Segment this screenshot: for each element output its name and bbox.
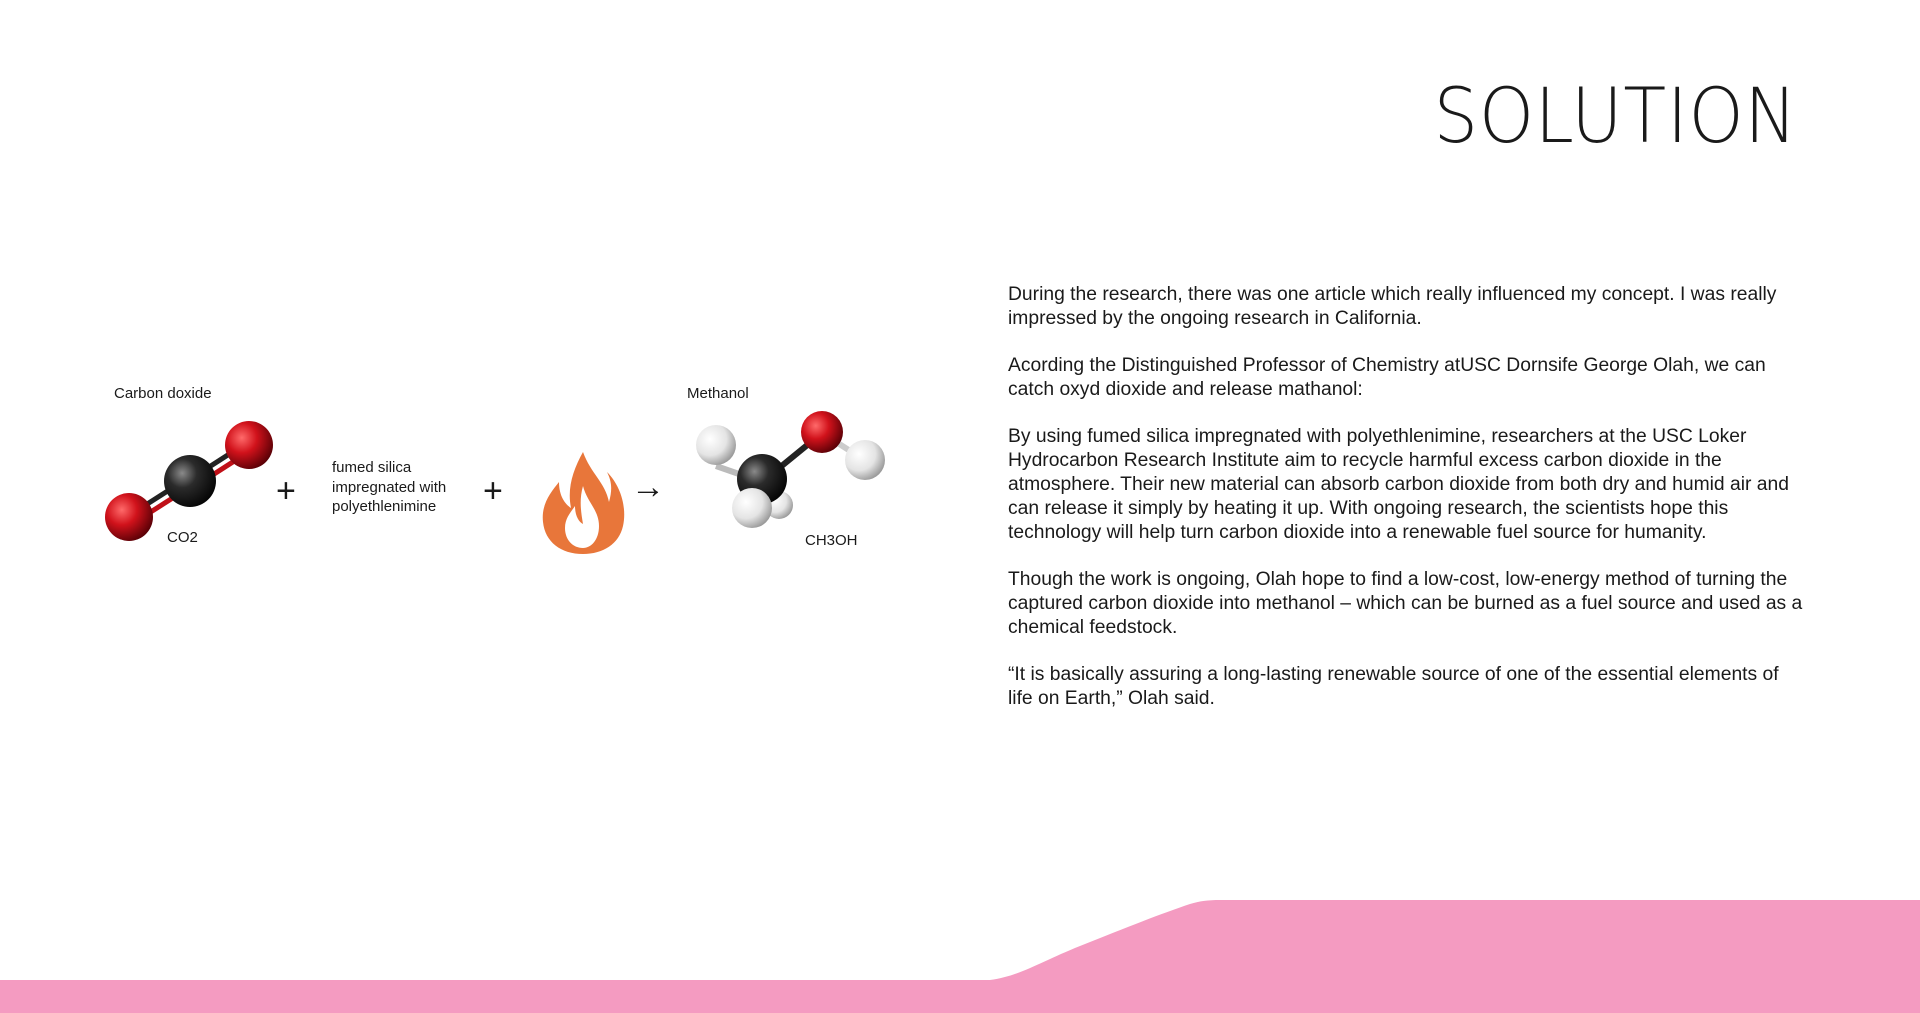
reactant-formula-label: CO2 — [167, 529, 198, 546]
flame-icon — [543, 452, 624, 554]
product-name-label: Methanol — [687, 385, 749, 402]
page-title: SOLUTION — [1433, 71, 1798, 160]
article-body — [1008, 283, 1808, 734]
catalyst-line-2: impregnated with — [332, 478, 447, 496]
co2-molecule-icon — [105, 421, 273, 541]
catalyst-line-1: fumed silica — [332, 459, 412, 476]
reactant-name-label: Carbon doxide — [114, 385, 212, 402]
paragraph-2: Acording the Distinguished Professor of Chemistry atUSC Dornsife George Olah, we can catch oxyd dioxide and release mathanol: — [1008, 355, 1766, 400]
paragraph-1: During the research, there was one article which really influenced my concept. I was really impressed by the ongoing research in California. — [1008, 284, 1777, 329]
plus-sign-1: + — [276, 472, 296, 510]
paragraph-5: “It is basically assuring a long-lasting renewable source of one of the essential elements of life on Earth,” Olah said. — [1008, 664, 1779, 709]
catalyst-line-3: polyethlenimine — [332, 498, 437, 515]
plus-sign-2: + — [483, 472, 503, 510]
footer-wave-decoration — [0, 880, 1920, 1013]
reaction-diagram — [0, 360, 960, 600]
reaction-arrow: → — [631, 468, 665, 506]
product-formula-label: CH3OH — [805, 532, 858, 549]
paragraph-4: Though the work is ongoing, Olah hope to find a low-cost, low-energy method of turning the captured carbon dioxide into methanol – which can be burned as a fuel source and used as a chemical feedstock. — [1008, 569, 1803, 638]
catalyst-label — [332, 458, 482, 517]
paragraph-3: By using fumed silica impregnated with polyethlenimine, researchers at the USC Loker Hydrocarbon Research Institute aim to recycle harmful excess carbon dioxide in the atmosphere. Their new material can absorb carbon dioxide from both dry and humid air and can release it simply by heating it up. With ongoing research, the scientists hope this technology will help turn carbon dioxide into a renewable fuel source for humanity. — [1008, 426, 1789, 543]
methanol-molecule-icon — [696, 411, 885, 528]
